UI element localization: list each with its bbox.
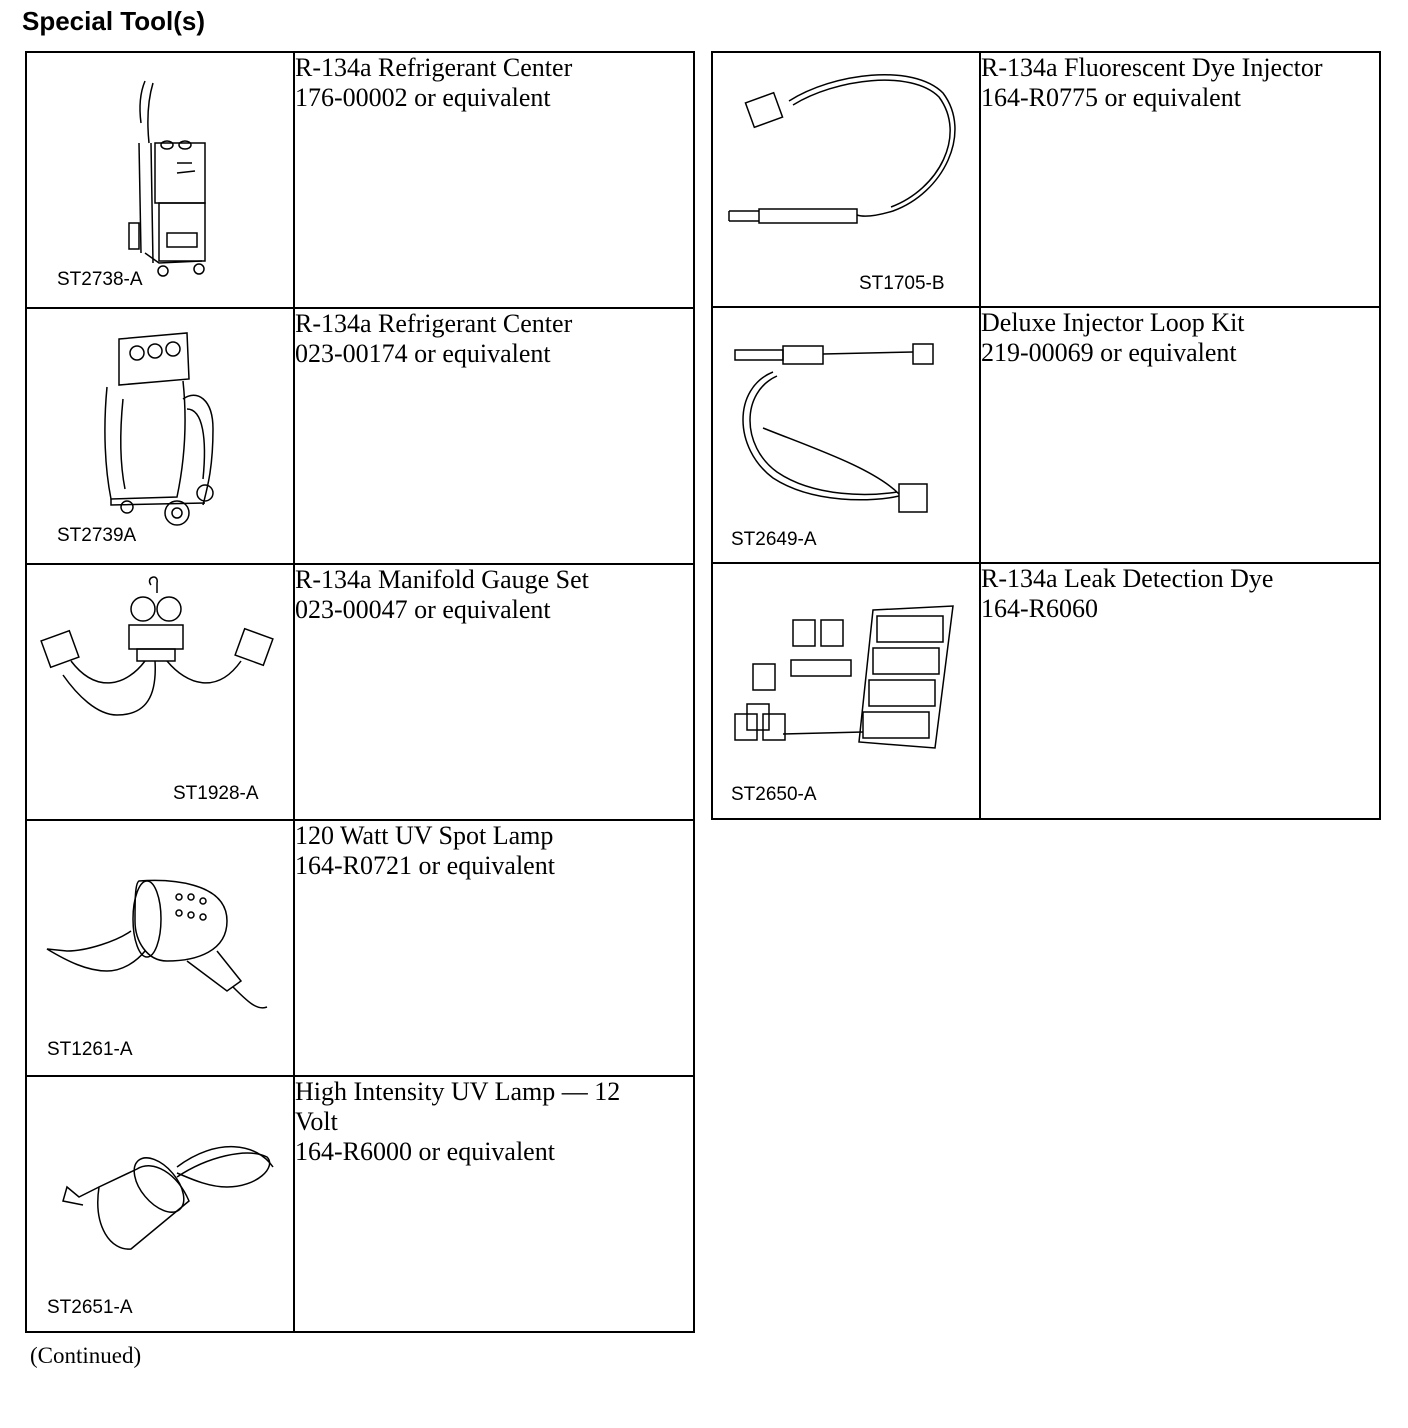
tool-name: High Intensity UV Lamp — 12 Volt xyxy=(295,1077,621,1136)
tool-name: 120 Watt UV Spot Lamp xyxy=(295,821,554,850)
tool-description xyxy=(294,820,694,1076)
tool-part-number: 164-R6000 or equivalent xyxy=(295,1137,555,1166)
tool-illustration-cell xyxy=(26,308,294,564)
tool-description xyxy=(294,564,694,820)
tool-row xyxy=(712,563,1380,819)
tool-illustration-cell xyxy=(712,307,980,563)
tool-illustration-cell xyxy=(712,563,980,819)
tool-part-number: 164-R0721 or equivalent xyxy=(295,851,555,880)
special-tools-table-left xyxy=(25,51,695,1333)
tool-row xyxy=(26,820,694,1076)
tool-illustration-cell xyxy=(26,1076,294,1332)
tool-code: ST2738-A xyxy=(57,269,143,290)
tool-illustration-cell xyxy=(26,820,294,1076)
tool-row xyxy=(26,1076,694,1332)
tool-code: ST1261-A xyxy=(47,1039,133,1060)
uv-lamp-12v-icon xyxy=(27,1077,293,1331)
tool-part-number: 164-R0775 or equivalent xyxy=(981,83,1241,112)
tool-description xyxy=(980,52,1380,307)
tool-part-number: 219-00069 or equivalent xyxy=(981,338,1237,367)
tool-illustration-cell xyxy=(26,564,294,820)
special-tools-table-right xyxy=(711,51,1381,820)
tool-name: R-134a Refrigerant Center xyxy=(295,53,573,82)
tool-code: ST2650-A xyxy=(731,784,817,805)
tool-row xyxy=(26,52,694,308)
tool-description xyxy=(294,1076,694,1332)
tool-name: Deluxe Injector Loop Kit xyxy=(981,308,1245,337)
dye-injector-icon xyxy=(713,53,979,306)
tool-illustration-cell xyxy=(26,52,294,308)
continued-note: (Continued) xyxy=(30,1343,142,1368)
tool-part-number: 023-00174 or equivalent xyxy=(295,339,551,368)
tool-description xyxy=(980,563,1380,819)
tool-code: ST2651-A xyxy=(47,1297,133,1318)
tool-row xyxy=(26,564,694,820)
page-title: Special Tool(s) xyxy=(22,6,205,36)
tool-description xyxy=(294,52,694,308)
tool-code: ST2739A xyxy=(57,525,137,546)
leak-detection-dye-icon xyxy=(713,564,979,818)
tool-illustration-cell xyxy=(712,52,980,307)
tool-row xyxy=(26,308,694,564)
tool-name: R-134a Manifold Gauge Set xyxy=(295,565,589,594)
tool-description xyxy=(294,308,694,564)
tool-part-number: 176-00002 or equivalent xyxy=(295,83,551,112)
tool-name: R-134a Fluorescent Dye Injector xyxy=(981,53,1323,82)
tool-row xyxy=(712,307,1380,563)
manifold-gauge-icon xyxy=(27,565,293,819)
tool-description xyxy=(980,307,1380,563)
injector-loop-kit-icon xyxy=(713,308,979,562)
tool-part-number: 023-00047 or equivalent xyxy=(295,595,551,624)
uv-spot-lamp-icon xyxy=(27,821,293,1075)
tool-code: ST2649-A xyxy=(731,529,817,550)
tool-part-number: 164-R6060 xyxy=(981,594,1098,623)
tool-row xyxy=(712,52,1380,307)
tool-code: ST1705-B xyxy=(859,273,945,294)
tool-name: R-134a Refrigerant Center xyxy=(295,309,573,338)
tool-code: ST1928-A xyxy=(173,783,259,804)
tool-name: R-134a Leak Detection Dye xyxy=(981,564,1274,593)
